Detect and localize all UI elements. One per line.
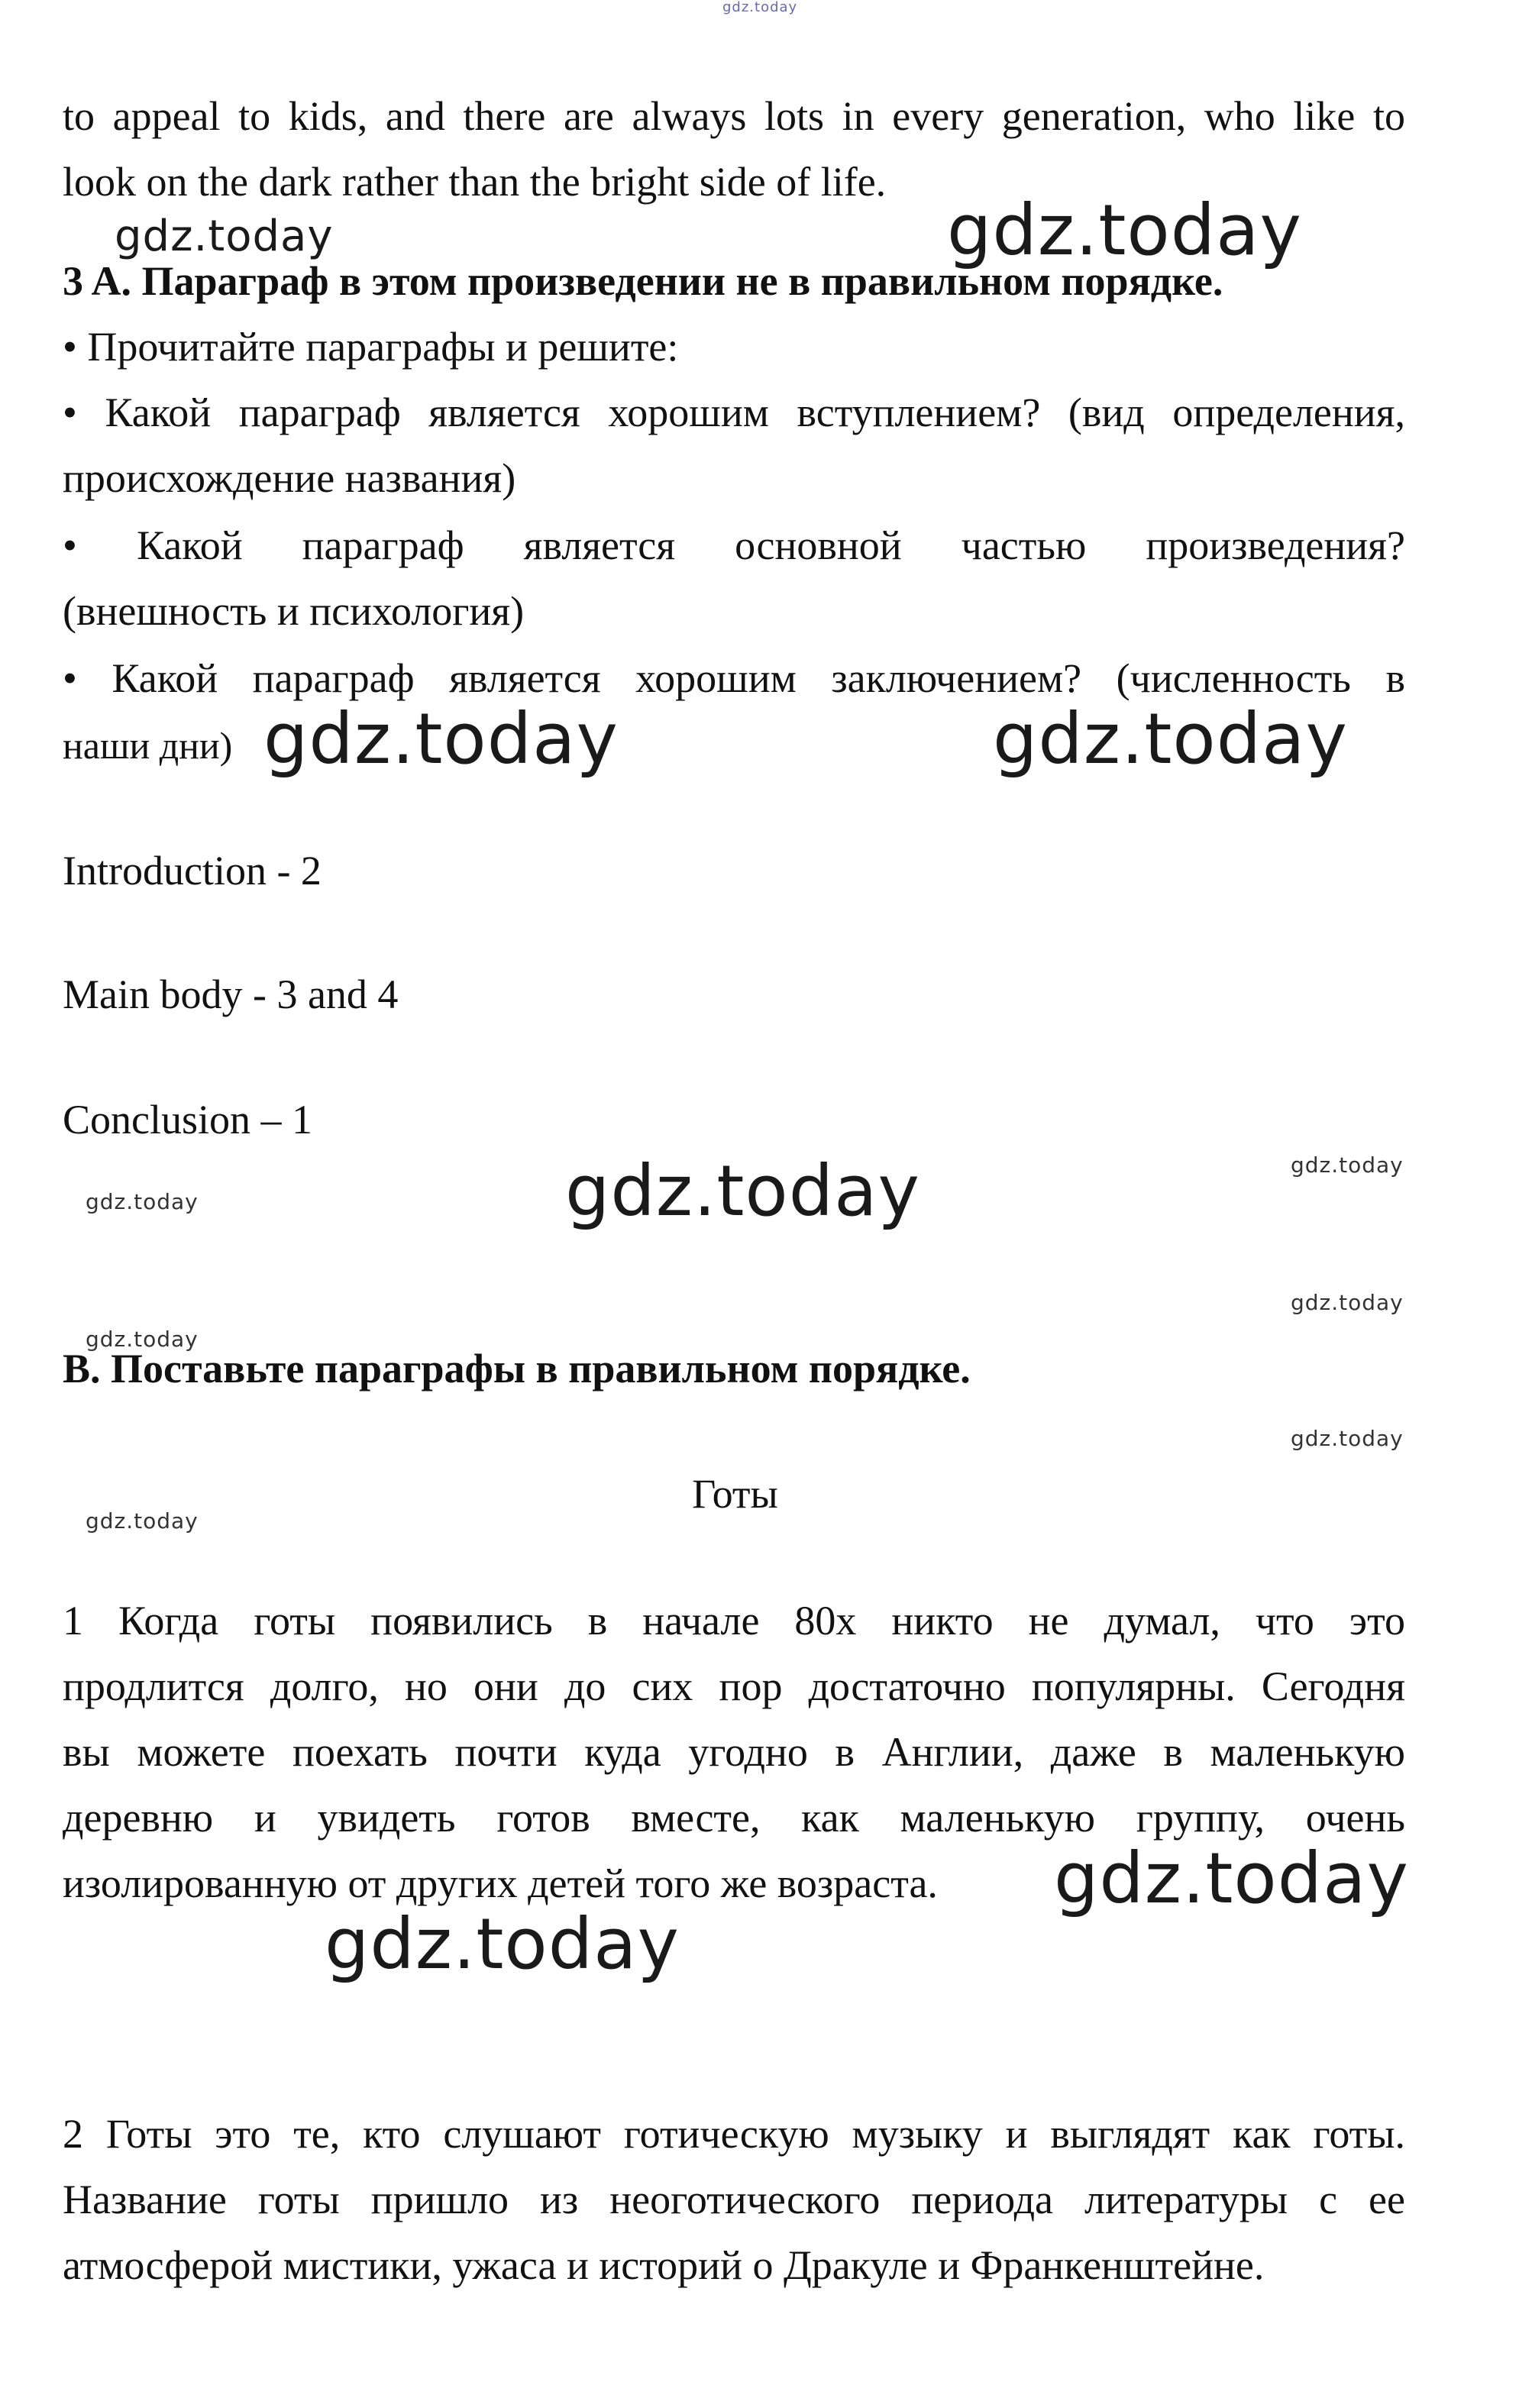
task-b-heading: B. Поставьте параграфы в правильном порядке. — [63, 1346, 971, 1391]
watermark: gdz.today — [86, 1327, 199, 1352]
paragraph-2-line-2: Название готы пришло из неоготического периода литературы с ее — [63, 2177, 1405, 2222]
watermark: gdz.today — [1291, 1152, 1404, 1178]
task-a-question-1-line-1: • Какой параграф является хорошим вступлением? (вид определения, — [63, 389, 1405, 435]
task-a-heading: 3 A. Параграф в этом произведении не в правильном порядке. — [63, 258, 1223, 304]
watermark: gdz.today — [947, 189, 1302, 271]
paragraph-1-line-3: вы можете поехать почти куда угодно в Англии, даже в маленькую — [63, 1729, 1405, 1775]
watermark: gdz.today — [86, 1508, 199, 1534]
paragraph-1-line-4: деревню и увидеть готов вместе, как маленькую группу, очень — [63, 1795, 1405, 1841]
paragraph-1-line-5: изолированную от других детей того же возраста. — [63, 1860, 938, 1906]
paragraph-1-line-1: 1 Когда готы появились в начале 80х никто не думал, что это — [63, 1598, 1405, 1644]
answer-conclusion: Conclusion – 1 — [63, 1097, 313, 1143]
watermark: gdz.today — [1291, 1426, 1404, 1451]
watermark: gdz.today — [86, 1189, 199, 1214]
task-a-question-2-line-1: • Какой параграф является основной частью произведения? — [63, 522, 1405, 568]
watermark: gdz.today — [1291, 1290, 1404, 1315]
task-a-instruction: • Прочитайте параграфы и решите: — [63, 324, 679, 370]
intro-line-1: to appeal to kids, and there are always lots in every generation, who like to — [63, 93, 1405, 139]
watermark: gdz.today — [115, 212, 334, 261]
answer-introduction: Introduction - 2 — [63, 848, 322, 894]
watermark: gdz.today — [993, 698, 1348, 780]
task-a-question-1-line-2: происхождение названия) — [63, 455, 516, 501]
answer-main-body: Main body - 3 and 4 — [63, 971, 399, 1017]
watermark-top: gdz.today — [722, 0, 798, 15]
paragraph-2-line-3: атмосферой мистики, ужаса и историй о Дракуле и Франкенштейне. — [63, 2242, 1265, 2288]
task-a-question-3-line-1: • Какой параграф является хорошим заключением? (численность в — [63, 655, 1405, 701]
paragraph-2-line-1: 2 Готы это те, кто слушают готическую музыку и выглядят как готы. — [63, 2111, 1405, 2157]
task-a-question-2-line-2: (внешность и психология) — [63, 588, 525, 634]
paragraph-1-line-2: продлится долго, но они до сих пор достаточно популярны. Сегодня — [63, 1663, 1405, 1709]
task-a-question-3-line-2: наши дни) — [63, 724, 233, 767]
watermark: gdz.today — [565, 1150, 920, 1232]
watermark: gdz.today — [325, 1903, 680, 1985]
text-title: Готы — [692, 1471, 778, 1517]
watermark: gdz.today — [1054, 1838, 1409, 1919]
intro-line-2: look on the dark rather than the bright side of life. — [63, 159, 887, 205]
watermark: gdz.today — [263, 698, 619, 780]
